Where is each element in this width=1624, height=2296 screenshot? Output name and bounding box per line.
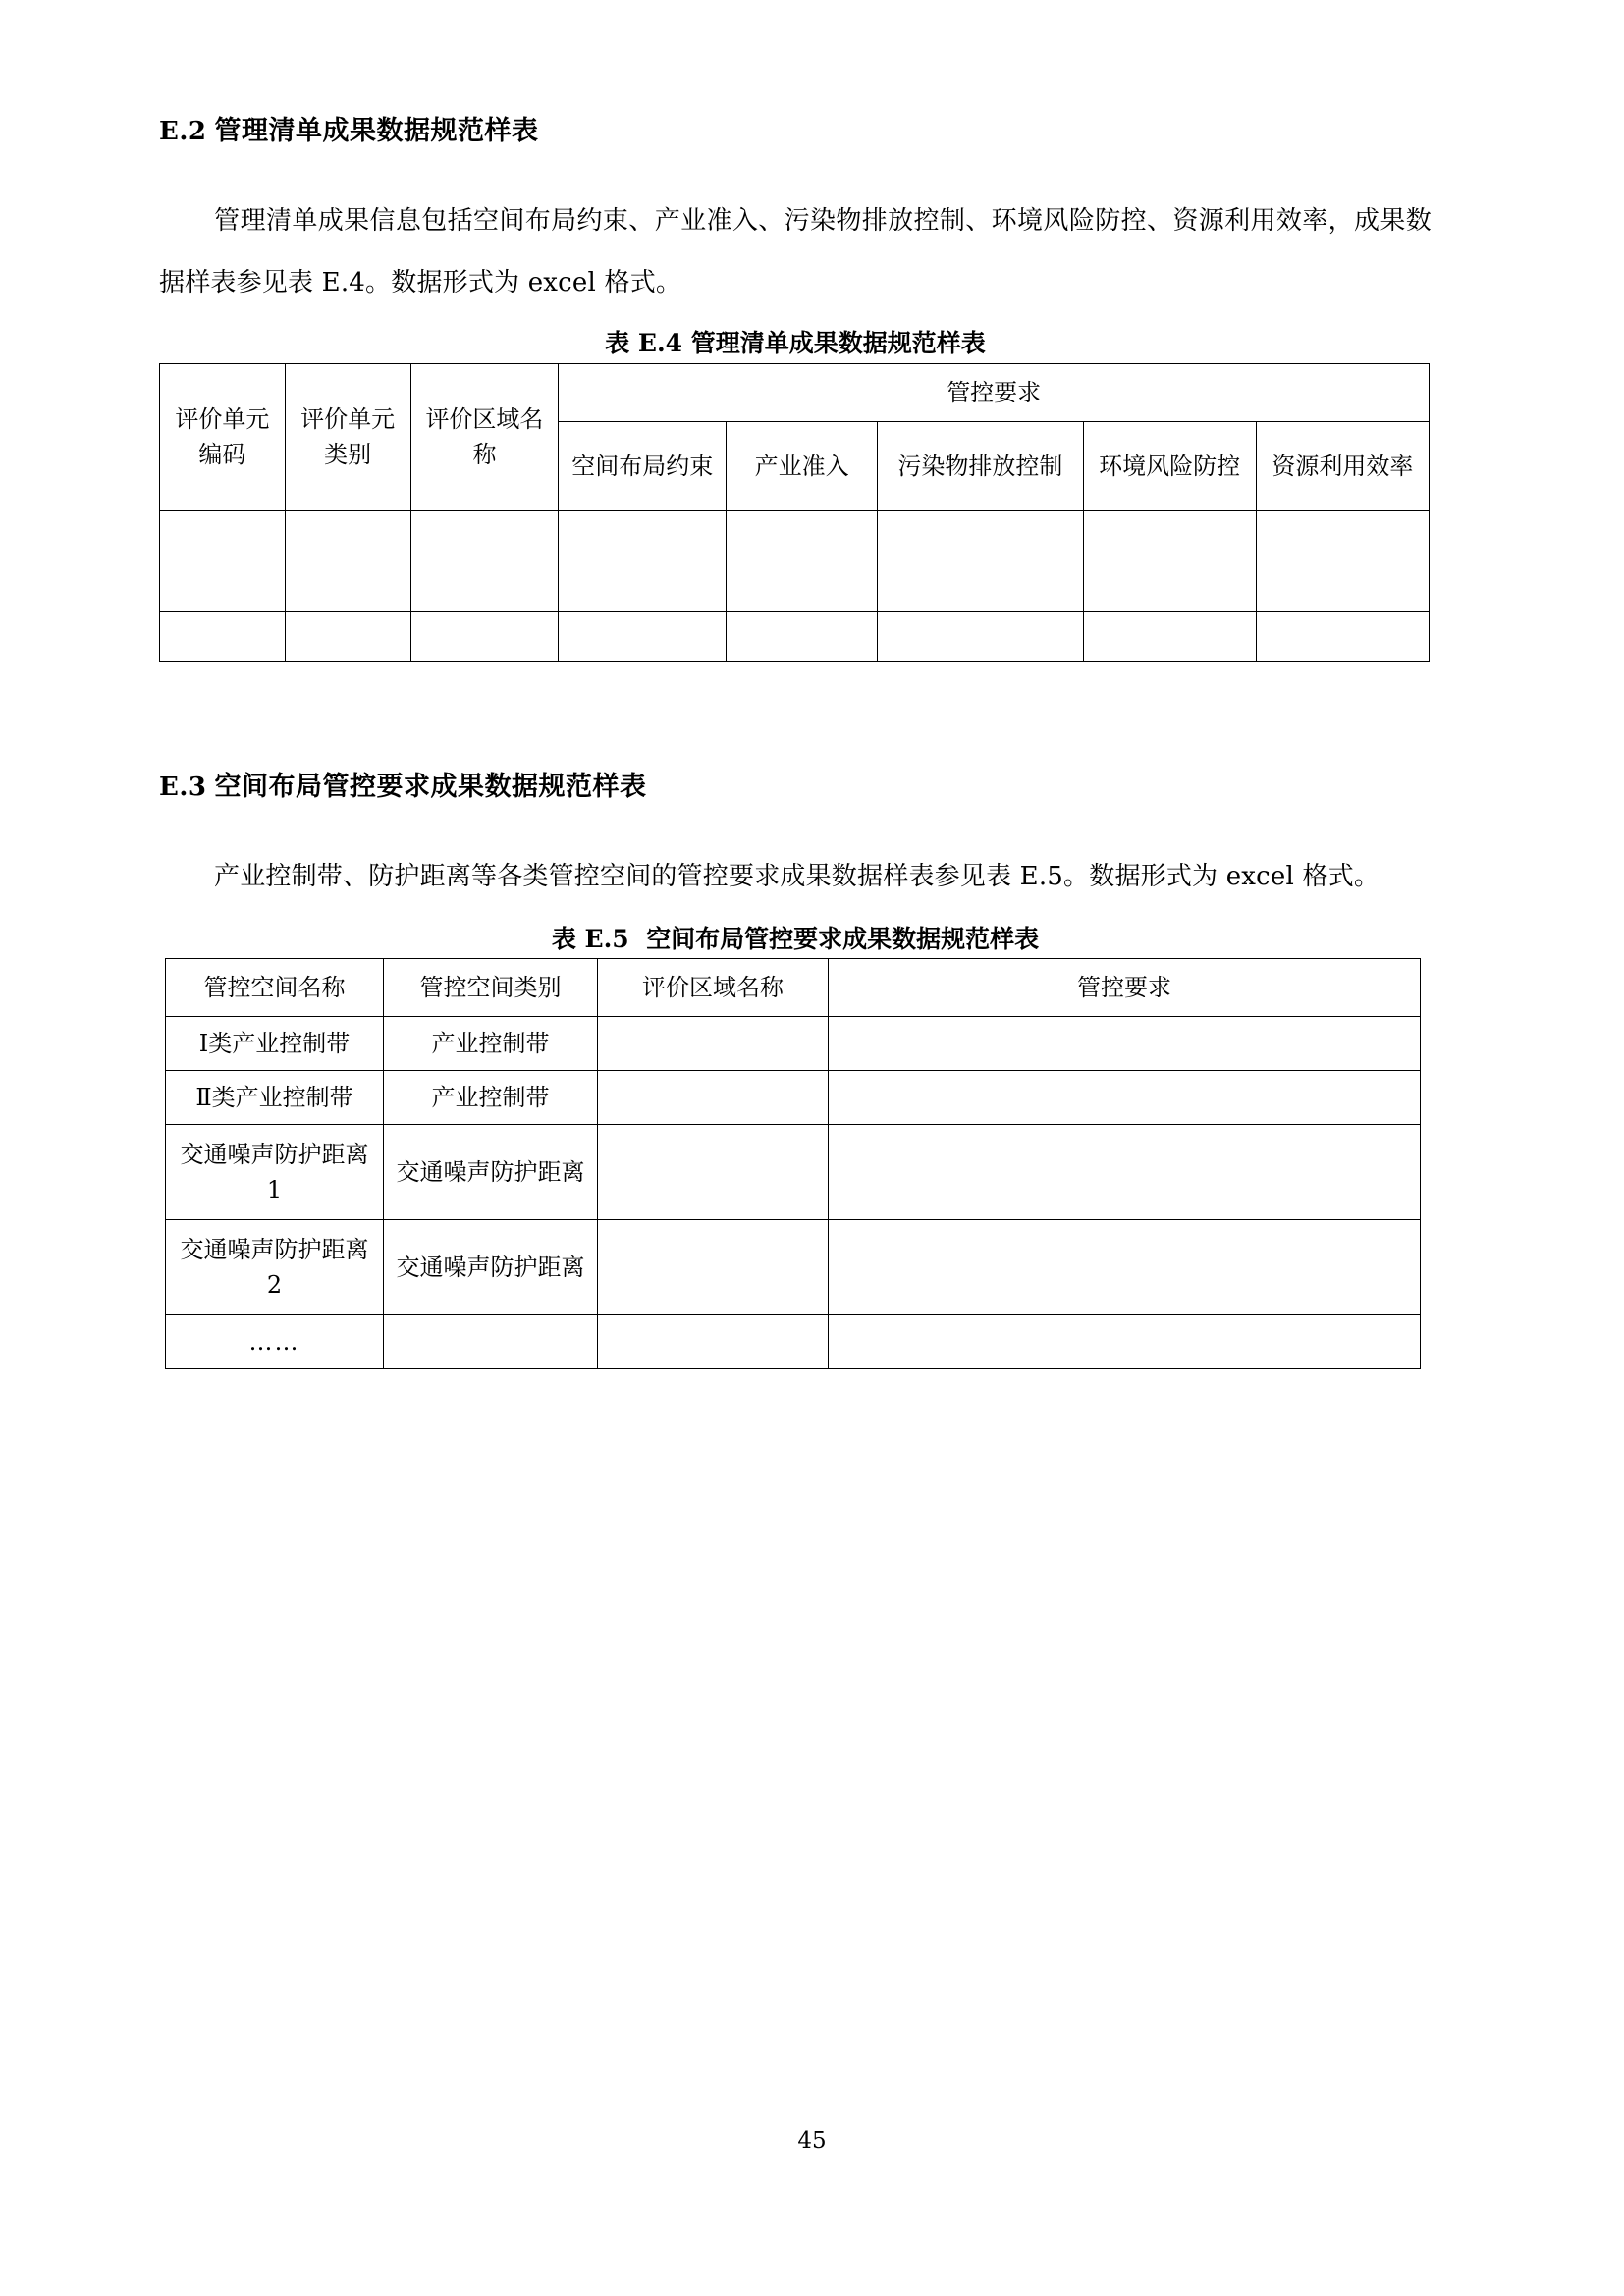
- table-e5-cell: [384, 1315, 598, 1369]
- table-e4-cell: [1083, 510, 1256, 561]
- section-heading-e3: [159, 772, 1432, 803]
- table-caption-e4: [159, 328, 1432, 358]
- table-e4-subheader-industry-access: 产业准入: [727, 421, 878, 510]
- table-e4-cell: [1256, 611, 1429, 661]
- table-e5: [165, 958, 1421, 1369]
- table-e5-cell: Ⅰ类产业控制带: [166, 1017, 384, 1071]
- table-e5-row: [166, 1017, 1421, 1071]
- table-e4-cell: [1083, 561, 1256, 611]
- section-number-e2: E.2: [159, 117, 207, 146]
- table-e4-cell: [878, 510, 1083, 561]
- table-e4-cell: [285, 611, 410, 661]
- table-e4-cell: [410, 611, 559, 661]
- table-e4-header-row-1: [160, 363, 1430, 421]
- table-e5-cell: 交通噪声防护距离 1: [166, 1125, 384, 1220]
- table-e4-subheader-env-risk: 环境风险防控: [1083, 421, 1256, 510]
- table-e5-cell: [598, 1220, 829, 1315]
- table-e5-header-region-name: 评价区域名称: [598, 959, 829, 1017]
- table-e4-cell: [410, 510, 559, 561]
- table-e5-row: [166, 1220, 1421, 1315]
- paragraph-e3: [159, 846, 1432, 908]
- table-caption-e5-title: 空间布局管控要求成果数据规范样表: [646, 925, 1040, 954]
- table-e5-row: [166, 1125, 1421, 1220]
- table-e4-row: [160, 561, 1430, 611]
- table-e5-header-space-type: 管控空间类别: [384, 959, 598, 1017]
- section-title-e3: 空间布局管控要求成果数据规范样表: [214, 771, 647, 802]
- table-e5-cell: 交通噪声防护距离 2: [166, 1220, 384, 1315]
- table-caption-e4-number: 表 E.4: [605, 329, 683, 358]
- table-e4-subheader-resource-efficiency: 资源利用效率: [1256, 421, 1429, 510]
- table-e5-header-space-name: 管控空间名称: [166, 959, 384, 1017]
- table-e4-cell: [727, 611, 878, 661]
- table-e4-header-group-control: 管控要求: [559, 363, 1430, 421]
- table-e4-cell: [727, 510, 878, 561]
- table-e5-cell: [598, 1315, 829, 1369]
- table-e4-cell: [559, 611, 727, 661]
- table-e4-cell: [559, 510, 727, 561]
- page-content: [159, 0, 1432, 1369]
- table-caption-e5-number: 表 E.5: [551, 925, 629, 954]
- table-e4: [159, 363, 1430, 662]
- table-e4-header-unit-code: 评价单元编码: [160, 363, 286, 510]
- table-e5-row: [166, 1071, 1421, 1125]
- table-e4-cell: [160, 510, 286, 561]
- table-e4-subheader-pollutant-discharge: 污染物排放控制: [878, 421, 1083, 510]
- table-e5-cell-ellipsis: ……: [166, 1315, 384, 1369]
- table-e5-cell: 产业控制带: [384, 1071, 598, 1125]
- table-e4-cell: [160, 611, 286, 661]
- table-e4-cell: [727, 561, 878, 611]
- heading-gap-e2: [159, 147, 1432, 190]
- page-number: 45: [797, 2128, 827, 2154]
- table-caption-e5: [159, 924, 1432, 954]
- table-e5-cell: 产业控制带: [384, 1017, 598, 1071]
- table-e4-cell: [559, 561, 727, 611]
- table-e4-cell: [878, 561, 1083, 611]
- table-e4-cell: [410, 561, 559, 611]
- table-e5-header-row: [166, 959, 1421, 1017]
- table-e5-cell: 交通噪声防护距离: [384, 1125, 598, 1220]
- top-margin-spacer: [159, 0, 1432, 116]
- table-e4-cell: [1256, 510, 1429, 561]
- paragraph-e2: [159, 190, 1432, 314]
- table-e5-cell: [598, 1071, 829, 1125]
- paragraph-e2-text: 管理清单成果信息包括空间布局约束、产业准入、污染物排放控制、环境风险防控、资源利用效率，成果数据样表参见表 E.4。数据形式为 excel 格式。: [159, 206, 1432, 298]
- table-e4-header-region-name: 评价区域名称: [410, 363, 559, 510]
- table-e4-cell: [160, 561, 286, 611]
- table-e4-header-unit-type: 评价单元类别: [285, 363, 410, 510]
- table-e5-cell: [598, 1017, 829, 1071]
- paragraph-e3-text: 产业控制带、防护距离等各类管控空间的管控要求成果数据样表参见表 E.5。数据形式为 excel 格式。: [214, 862, 1380, 892]
- table-e5-cell: [829, 1017, 1421, 1071]
- table-e4-cell: [1256, 561, 1429, 611]
- table-e4-row: [160, 510, 1430, 561]
- table-e5-cell: [829, 1071, 1421, 1125]
- table-e5-row: [166, 1315, 1421, 1369]
- table-e4-cell: [878, 611, 1083, 661]
- table-e4-cell: [285, 510, 410, 561]
- table-e4-cell: [285, 561, 410, 611]
- table-e5-cell: [829, 1315, 1421, 1369]
- table-e5-cell: [829, 1220, 1421, 1315]
- table-e4-subheader-spatial-layout: 空间布局约束: [559, 421, 727, 510]
- table-e5-cell: 交通噪声防护距离: [384, 1220, 598, 1315]
- section-title-e2: 管理清单成果数据规范样表: [214, 116, 539, 146]
- heading-gap-e3: [159, 803, 1432, 846]
- table-e5-cell: [598, 1125, 829, 1220]
- table-e5-cell: [829, 1125, 1421, 1220]
- table-e5-header-control-requirement: 管控要求: [829, 959, 1421, 1017]
- table-e4-cell: [1083, 611, 1256, 661]
- table-caption-e4-title: 管理清单成果数据规范样表: [690, 329, 986, 358]
- section-number-e3: E.3: [159, 772, 207, 802]
- table-e4-row: [160, 611, 1430, 661]
- section-heading-e2: [159, 116, 1432, 147]
- table-e5-cell: Ⅱ类产业控制带: [166, 1071, 384, 1125]
